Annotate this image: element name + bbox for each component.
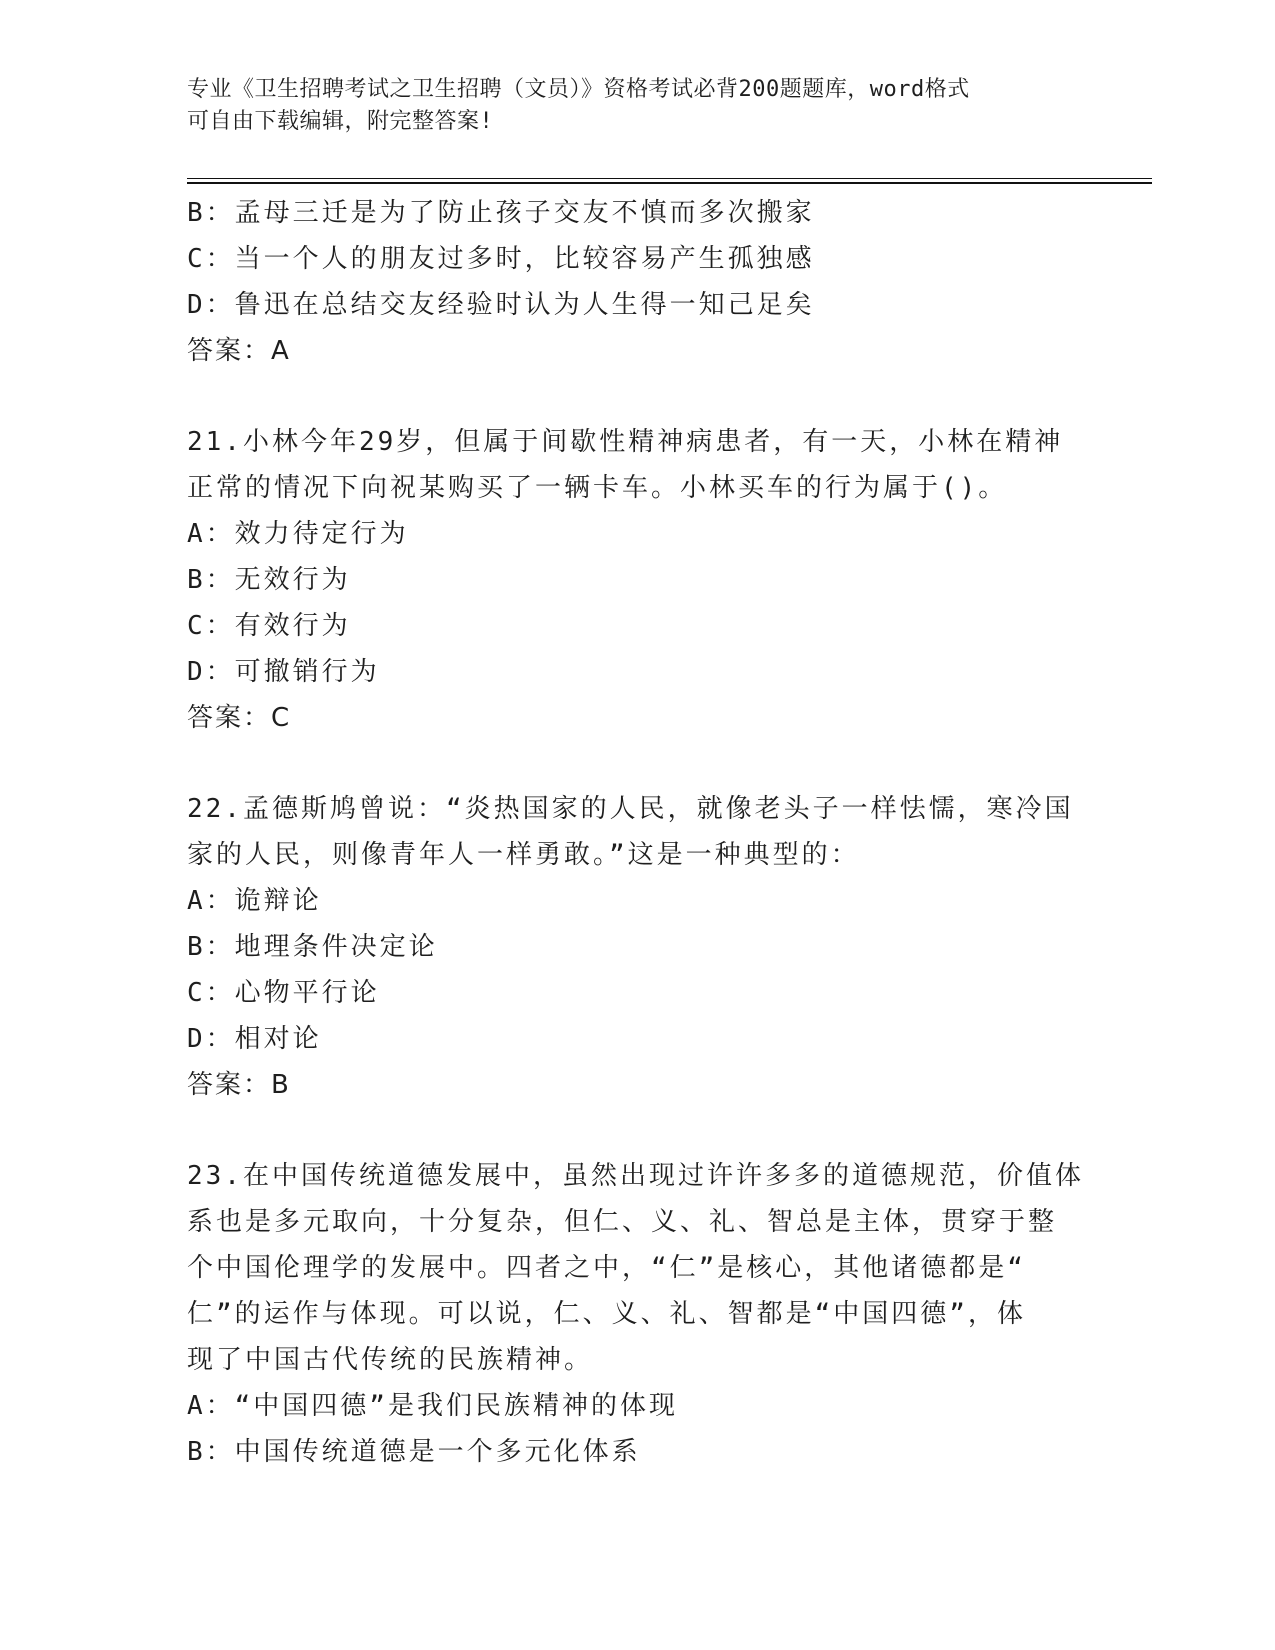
header-title-line-2: 可自由下载编辑，附完整答案! <box>187 109 494 134</box>
spacer <box>187 374 1087 419</box>
question-block-20 <box>187 190 1087 374</box>
option-a: A：诡辩论 <box>187 886 322 916</box>
option-d: D：可撤销行为 <box>187 657 380 687</box>
question-block-22 <box>187 786 1087 1108</box>
question-text-line: 家的人民，则像青年人一样勇敢。”这是一种典型的： <box>187 840 860 870</box>
option-a: A：“中国四德”是我们民族精神的体现 <box>187 1391 678 1421</box>
question-text-line: 23.在中国传统道德发展中，虽然出现过许许多多的道德规范，价值体 <box>187 1161 1084 1191</box>
option-d: D：相对论 <box>187 1024 322 1054</box>
question-text-line: 正常的情况下向祝某购买了一辆卡车。小林买车的行为属于()。 <box>187 473 1008 503</box>
option-c: C：有效行为 <box>187 611 351 641</box>
answer-line <box>187 328 1087 374</box>
question-text-line: 系也是多元取向，十分复杂，但仁、义、礼、智总是主体，贯穿于整 <box>187 1207 1058 1237</box>
option-b: B：孟母三迁是为了防止孩子交友不慎而多次搬家 <box>187 198 815 228</box>
question-text-line: 21.小林今年29岁，但属于间歇性精神病患者，有一天，小林在精神 <box>187 427 1064 457</box>
option-c: C：当一个人的朋友过多时，比较容易产生孤独感 <box>187 244 815 274</box>
answer-label: 答案： <box>187 336 272 366</box>
option-b: B：地理条件决定论 <box>187 932 438 962</box>
spacer <box>187 741 1087 786</box>
option-d: D：鲁迅在总结交友经验时认为人生得一知己足矣 <box>187 290 815 320</box>
answer-line <box>187 1062 1087 1108</box>
answer-value: B <box>271 1070 290 1100</box>
question-text-line: 22.孟德斯鸠曾说：“炎热国家的人民，就像老头子一样怯懦，寒冷国 <box>187 794 1074 824</box>
header-divider-thick <box>187 182 1152 184</box>
option-b: B：中国传统道德是一个多元化体系 <box>187 1437 641 1467</box>
option-b: B：无效行为 <box>187 565 351 595</box>
header-divider-thin <box>187 178 1152 179</box>
answer-value: C <box>271 703 291 733</box>
answer-label: 答案： <box>187 703 272 733</box>
answer-line <box>187 695 1087 741</box>
question-text-line: 个中国伦理学的发展中。四者之中，“仁”是核心，其他诸德都是“ <box>187 1253 1026 1283</box>
header-title-line-1: 专业《卫生招聘考试之卫生招聘（文员）》资格考试必背200题题库，word格式 <box>187 77 970 102</box>
answer-label: 答案： <box>187 1070 272 1100</box>
question-text-line: 仁”的运作与体现。可以说，仁、义、礼、智都是“中国四德”，体 <box>187 1299 1026 1329</box>
question-text-line: 现了中国古代传统的民族精神。 <box>187 1345 594 1375</box>
question-block-23 <box>187 1153 1087 1475</box>
option-c: C：心物平行论 <box>187 978 380 1008</box>
question-block-21 <box>187 419 1087 741</box>
spacer <box>187 1108 1087 1153</box>
answer-value: A <box>271 336 290 366</box>
option-a: A：效力待定行为 <box>187 519 409 549</box>
question-list <box>187 190 1087 1475</box>
document-header <box>187 74 1087 138</box>
